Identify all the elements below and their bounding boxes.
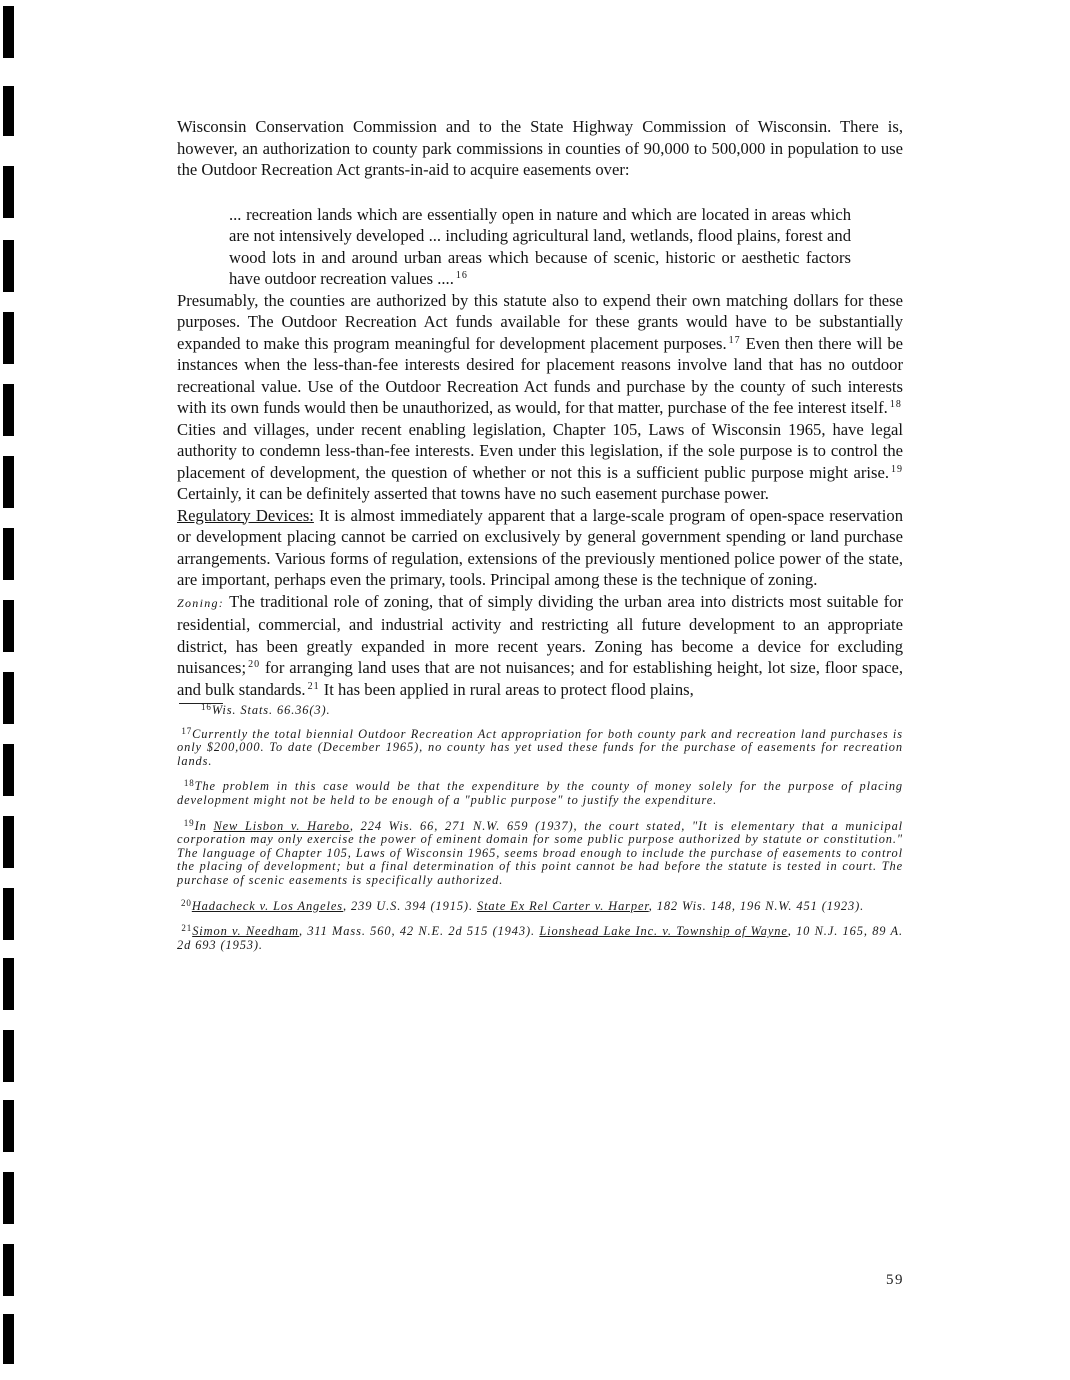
binding-marks [0,0,20,1380]
paragraph [177,116,903,181]
binding-mark [3,6,14,58]
binding-mark [3,1172,14,1224]
binding-mark [3,1100,14,1152]
binding-mark [3,744,14,796]
footnote-text: , 224 Wis. 66, 271 N.W. 659 (1937), the court stated, "It is elementary that a municipal corporation may only exercise the power of eminent domain for some public purpose authorized by statute or constitution." The language of Chapter 105, Laws of Wisconsin 1965, seems broad enough to include the purchase of easements to control the placing of development; but a final determination of this point cannot be had before the statute is tested in court. The purchase of scenic easements is specifically authorized. [177,818,904,887]
paragraph [177,419,903,505]
footnote-number: 18 [183,778,195,789]
footnote-text: , 10 N.J. 165, 89 A. 2d 693 (1953). [177,924,903,952]
paragraph-text: Even then there will be instances when the less-than-fee interests desired for placement reasons involve land that has no outdoor recreational value. Use of the Outdoor Recreation Act funds and purchase by the county of such interests with its own funds would then be unauthorized, as would, for that matter, purchase of the fee interest itself. [177,333,904,417]
footnote-text: The problem in this case would be that the expenditure by the county of money solely for the purpose of placing development might not be held to be enough of a "public purpose" to justify the expenditure. [177,779,904,807]
binding-mark [3,672,14,724]
paragraph-text: Cities and villages, under recent enabling legislation, Chapter 105, Laws of Wisconsin 1965, have legal authority to condemn less-than-fee interests. Even under this legislation, if the sole purpose is to control the placement of development, the question of whether or not this is a sufficient public purpose might arise. [177,419,903,482]
binding-mark [3,958,14,1010]
binding-mark [3,816,14,868]
footnote-ref: 16 [455,270,468,281]
case-citation: New Lisbon v. Harebo [213,818,350,833]
paragraph-text: Wisconsin Conservation Commission and to the State Highway Commission of Wisconsin. There is, however, an authorization to county park commissions in counties of 90,000 to 500,000 in population to use the Outdoor Recreation Act grants-in-aid to acquire easements over: [177,117,903,179]
binding-mark [3,1314,14,1364]
footnote-text: , 311 Mass. 560, 42 N.E. 2d 515 (1943). [298,924,540,939]
paragraph-text: Certainly, it can be definitely asserted that towns have no such easement purchase power. [177,484,769,503]
footnote [177,704,903,718]
binding-mark [3,528,14,580]
case-citation: Hadacheck v. Los Angeles [191,898,344,913]
block-quote [229,204,851,290]
footnote-ref: 17 [728,334,741,346]
binding-mark [3,86,14,136]
paragraph-text: for arranging land uses that are not nuisances; and for establishing height, lot size, floor space, and bulk standards. [177,658,903,699]
footnote-ref: 19 [891,463,903,475]
footnote-text: In [194,818,214,833]
footnote-number: 21 [181,923,193,934]
subsection-heading: Zoning: [177,595,225,610]
binding-mark [3,888,14,940]
page-number: 59 [886,1272,904,1288]
case-citation: State Ex Rel Carter v. Harper [476,898,649,913]
binding-mark [3,166,14,218]
section-heading: Regulatory Devices: [177,505,314,525]
footnote-text: , 239 U.S. 394 (1915). [343,898,477,913]
footnotes [177,704,903,952]
binding-mark [3,384,14,436]
body-text [177,116,903,952]
case-citation: Lionshead Lake Inc. v. Township of Wayne [539,924,788,939]
paragraph [177,591,903,701]
footnote-text: Wis. Stats. 66.36(3). [211,703,331,717]
binding-mark [3,1244,14,1296]
footnote [177,897,903,914]
footnote [177,780,903,807]
binding-mark [3,1030,14,1082]
footnote-ref: 20 [248,659,261,670]
paragraph-text: It is almost immediately apparent that a large-scale program of open-space reservation or development placing cannot be carried on exclusively by general government spending or land purchase arrangements. Various forms of regulation, extensions of the previously mentioned police power of the state, are important, perhaps even the primary, tools. Principal among these is the technique of zoning. [177,505,904,589]
paragraph-text: The traditional role of zoning, that of simply dividing the urban area into districts most suitable for residential, commercial, and industrial activity and restricting all future development to an appropriate district, has been greatly expanded in more recent years. Zoning has become a device for excluding nuisances; [177,591,903,677]
paragraph-text: Presumably, the counties are authorized by this statute also to expend their own matching dollars for these purposes. The Outdoor Recreation Act funds available for these grants would have to be substantially expanded to make this program meaningful for development placement purposes. [177,290,903,353]
quote-text: ... recreation lands which are essentially open in nature and which are located in areas which are not intensively developed ... including agricultural land, wetlands, flood plains, forest and wood lots in and around urban areas which because of scenic, historic or aesthetic factors have outdoor recreation values .... [229,204,851,288]
footnote-number: 20 [181,897,192,908]
footnote-number: 17 [181,725,193,736]
paragraph [177,290,903,419]
binding-mark [3,312,14,364]
footnote [177,817,904,888]
paragraph [177,505,903,591]
binding-mark [3,240,14,292]
case-citation: Simon v. Needham [192,924,299,939]
footnote-text: Currently the total biennial Outdoor Recreation Act appropriation for both county park and recreation land purchases is only $200,000. To date (December 1965), no county has yet used these funds for the purchase of easements for recreation lands. [177,726,903,768]
footnote-text: , 182 Wis. 148, 196 N.W. 451 (1923). [648,898,865,913]
binding-mark [3,456,14,508]
footnote-ref: 21 [307,680,320,692]
footnote-number: 19 [183,817,195,828]
footnote [177,725,903,769]
footnote [177,925,903,952]
binding-mark [3,600,14,652]
footnote-ref: 18 [889,399,902,410]
footnote-number: 16 [201,702,212,712]
paragraph-text: It has been applied in rural areas to protect flood plains, [319,679,694,699]
